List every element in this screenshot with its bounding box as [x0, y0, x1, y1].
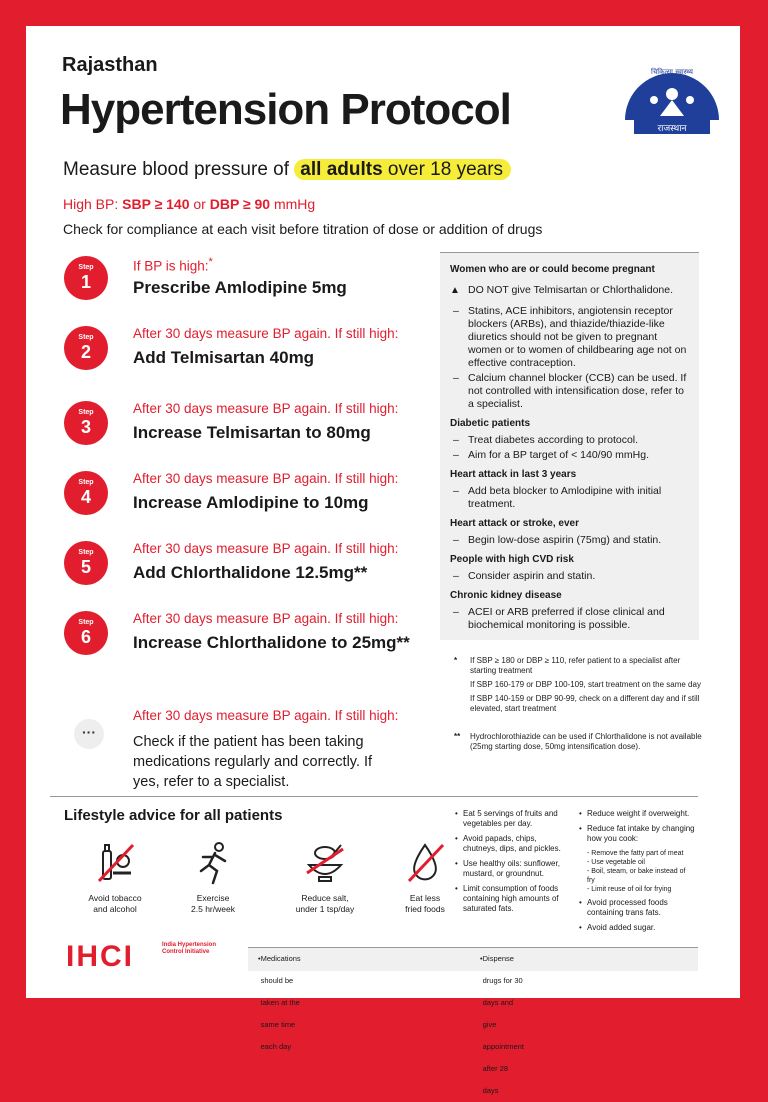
diabetic-group [450, 417, 689, 462]
step-badge: Step 2 [64, 326, 108, 370]
special-populations-panel [440, 252, 699, 640]
step-badge: Step 1 [64, 256, 108, 300]
ckd-title: Chronic kidney disease [450, 590, 562, 601]
list-item: – Aim for a BP target of < 140/90 mmHg. [453, 449, 650, 461]
no-fried-food-icon: Eat less fried foods [380, 839, 470, 915]
state-name: Rajasthan [62, 54, 158, 76]
list-item: • Reduce weight if overweight. [579, 809, 690, 818]
more-steps-icon: ··· [74, 719, 104, 749]
exercise-icon: Exercise 2.5 hr/week [168, 839, 258, 915]
pregnant-group [450, 263, 689, 411]
step-badge: Step 5 [64, 541, 108, 585]
lifestyle-icons [70, 839, 450, 939]
lifestyle-section [50, 796, 698, 946]
heart-attack-title: Heart attack in last 3 years [450, 469, 577, 480]
step-badge: Step 6 [64, 611, 108, 655]
cvd-group [450, 553, 689, 583]
footnotes [440, 656, 702, 761]
list-item: • Avoid added sugar. [579, 923, 656, 932]
warning-icon: ▲ [450, 285, 460, 296]
protocol-poster: Rajasthan Hypertension Protocol चिकित्सा स्वास्थ्य राजस्थान Measure blood pressure of all adults over 18 years High BP: SBP ≥ 140 or DBP ≥ 90 mmHg Check for compliance at each visit before titration of dose or addition of drugs Step 1 If BP is high:* Prescribe Amlodipine 5mg Step 2 After 30 days measure BP again. If still high: Add Telmisartan 40mg Step 3 After 30 days measure BP again. If still high: Increase Telmisartan to 80mg Step 4 After 30 days measure BP again. If still high: Increase Amlodipine to 10mg Step 5 After 30 days measure BP again. If still high: Add Chlorthalidone 12.5mg** Step 6 After 30 days measure BP again. If still high: Increase Chlorthalidone to 25mg** ··· After 30 days measure BP again. If still high: Check if the patient has been taking medications regularly and correctly. If yes, refer to a specialist. Women who are or could become pregnant ▲ DO NOT give Telmisartan or Chlorthalidone. – Statins, ACE inhibitors, angiotensin receptor blockers (ARBs), and thiazide/thiazide-like diuretics should not be given to pregnant women or to women of childbearing age not on effective contraception. – Calcium channel blocker (CCB) can be used. If not controlled with intensification dose, refer to a specialist. Diabetic patients – Treat diabetes according to protocol. – Aim for a BP target of < 140/90 mmHg. Heart attack in last 3 years – Add beta blocker to Amlodipine with initial treatment. Heart attack or stroke, ever – Begin low-dose aspirin (75mg) and statin. People with high CVD risk – Consider aspirin and statin. Chronic kidney disease – ACEI or ARB preferred if close clinical and biochemical monitoring is possible. * If SBP ≥ 180 or DBP ≥ 110, refer patient to a specialist after starting treatment If SBP 160-179 or DBP 100-109, start treatment on the same day If SBP 140-159 or DBP 90-99, check on a different day and if still elevated, start treatment ** Hydrochlorothiazide can be used if Chlorthalidone is not available (25mg starting dose, 50mg intensification dose). Lifestyle advice for all patients Avoid tobacco and alcohol Exercise 2.5 hr/week Reduce salt, under 1 tsp/day Eat less fried foods • Eat 5 servings of fruits and vegetables per day. • Avoid papads, chips, chutneys, dips, and pickles. • Use healthy oils: sunflower, mustard, or groundnut. • Limit consumption of foods containing high amounts of saturated fats. • Reduce weight if overweight. • Reduce fat intake by changing how you cook: - Remove the fatty part of meat - Use vegetable oil - Boil, steam, or bake instead of fry - Limit reuse of oil for frying • Avoid processed foods containing trans fats. • Avoid added sugar. IHCI India Hypertension Control Initiative • Medications should be taken at the same time each day • Dispense drugs for 30 days and give appointment after 28 days [26, 26, 740, 998]
tips-column-1 [455, 809, 571, 919]
list-item: – Statins, ACE inhibitors, angiotensin receptor blockers (ARBs), and thiazide/thiazide-like diuretics should not be given to pregnant women or to women of childbearing age not on effective contraception. [453, 305, 687, 369]
list-item: – Treat diabetes according to protocol. [453, 434, 639, 446]
step-condition: If BP is high:* [133, 256, 213, 274]
step-action: Add Chlorthalidone 12.5mg** [133, 563, 368, 582]
list-item: • Use healthy oils: sunflower, mustard, or groundnut. [455, 859, 560, 878]
step-condition: After 30 days measure BP again. If still high: [133, 611, 399, 626]
step-condition: After 30 days measure BP again. If still high: [133, 541, 399, 556]
step-action: Increase Chlorthalidone to 25mg** [133, 633, 410, 652]
list-item: • Eat 5 servings of fruits and vegetables per day. [455, 809, 558, 828]
bottom-note-left: • Medications should be taken at the same time each day [258, 954, 301, 1051]
measure-instruction [63, 156, 511, 184]
page-title: Hypertension Protocol [60, 85, 511, 134]
footnote-double-star: ** Hydrochlorothiazide can be used if Chlorthalidone is not available (25mg starting dose, 50mg intensification dose). [454, 732, 702, 751]
list-item: • Avoid processed foods containing trans fats. [579, 898, 668, 917]
list-item: • Avoid papads, chips, chutneys, dips, and pickles. [455, 834, 561, 853]
rajasthan-health-logo [612, 54, 730, 140]
list-item: – Add beta blocker to Amlodipine with initial treatment. [453, 485, 662, 510]
stroke-title: Heart attack or stroke, ever [450, 518, 579, 529]
step-action: Add Telmisartan 40mg [133, 348, 315, 367]
final-step-condition: After 30 days measure BP again. If still high: [133, 708, 399, 723]
step-action: Increase Amlodipine to 10mg [133, 493, 369, 512]
ckd-group [450, 589, 689, 632]
step-action: Prescribe Amlodipine 5mg [133, 278, 347, 297]
stroke-group [450, 517, 689, 547]
list-item: – Consider aspirin and statin. [453, 570, 596, 582]
step-badge: Step 3 [64, 401, 108, 445]
bottom-notes [248, 947, 698, 1095]
measure-highlight: all adults over 18 years [294, 159, 511, 180]
step-condition: After 30 days measure BP again. If still high: [133, 326, 399, 341]
list-item: – ACEI or ARB preferred if close clinical and biochemical monitoring is possible. [453, 606, 665, 631]
measure-pre: Measure blood pressure of [63, 159, 295, 180]
step-badge: Step 4 [64, 471, 108, 515]
list-item: • Limit consumption of foods containing high amounts of saturated fats. [455, 884, 559, 913]
list-item: – Calcium channel blocker (CCB) can be used. If not controlled with intensification dose, refer to a specialist. [453, 372, 687, 410]
svg-text:चिकित्सा स्वास्थ्य: चिकित्सा स्वास्थ्य [651, 68, 693, 76]
cook-sub-list: - Remove the fatty part of meat - Use vegetable oil - Boil, steam, or bake instead of fry - Limit reuse of oil for frying [587, 850, 686, 893]
tips-column-2 [579, 809, 695, 938]
compliance-note: Check for compliance at each visit before titration of dose or addition of drugs [63, 221, 543, 237]
list-item: – Begin low-dose aspirin (75mg) and statin. [453, 534, 662, 546]
bottom-note-right: • Dispense drugs for 30 days and give appointment after 28 days [480, 954, 524, 1095]
step-condition: After 30 days measure BP again. If still high: [133, 401, 399, 416]
high-bp-definition: High BP: SBP ≥ 140 or DBP ≥ 90 mmHg [63, 196, 316, 212]
pregnant-warning: ▲ DO NOT give Telmisartan or Chlorthalidone. [450, 284, 674, 296]
final-step-text: Check if the patient has been taking medications regularly and correctly. If yes, refer to a specialist. [133, 734, 373, 790]
diabetic-title: Diabetic patients [450, 418, 531, 429]
heart-attack-group [450, 468, 689, 511]
pregnant-title: Women who are or could become pregnant [450, 264, 655, 275]
list-item: • Reduce fat intake by changing how you cook: [579, 824, 695, 843]
reduce-salt-icon: Reduce salt, under 1 tsp/day [280, 839, 370, 915]
no-tobacco-icon: Avoid tobacco and alcohol [70, 839, 160, 915]
step-condition: After 30 days measure BP again. If still high: [133, 471, 399, 486]
lifestyle-title: Lifestyle advice for all patients [64, 807, 283, 824]
logo-text: राजस्थान [657, 124, 687, 134]
footnote-star: * If SBP ≥ 180 or DBP ≥ 110, refer patient to a specialist after starting treatment If SBP 160-179 or DBP 100-109, start treatment on the same day If SBP 140-159 or DBP 90-99, check on a different day and if still elevated, start treatment [454, 656, 701, 713]
step-action: Increase Telmisartan to 80mg [133, 423, 371, 442]
cvd-title: People with high CVD risk [450, 554, 574, 565]
